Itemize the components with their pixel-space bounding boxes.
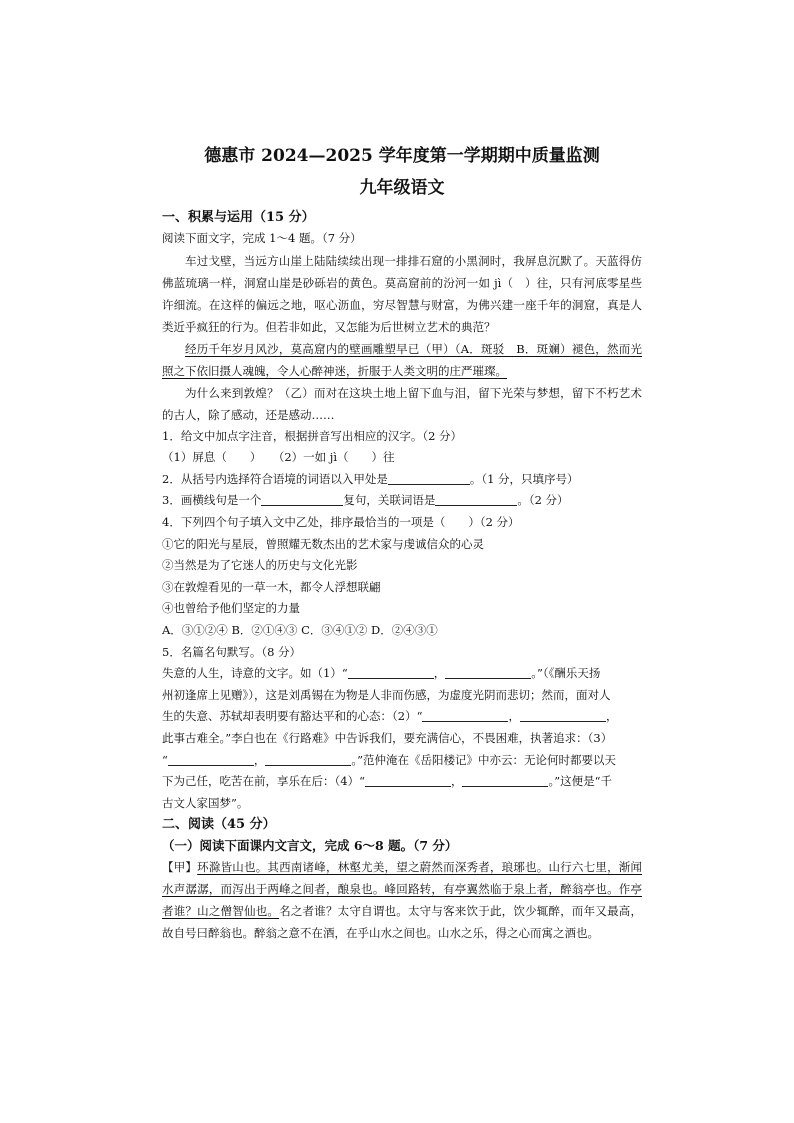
question-5-line-1: 失意的人生，诗意的文字。如（1）“ ， 。”（《酬乐天扬 bbox=[162, 666, 601, 681]
reading-intro: 阅读下面文字，完成 1～4 题。（7 分） bbox=[162, 231, 362, 245]
question-4: 4．下列四个句子填入文中乙处，排序最恰当的一项是（ ）（2 分） bbox=[162, 514, 520, 529]
question-2: 2．从括号内选择符合语境的词语以入甲处是 。（1 分，只填序号） bbox=[162, 471, 579, 486]
question-5-line-7: 古文人家国梦”。 bbox=[162, 795, 249, 810]
question-5: 5．名篇名句默写。（8 分） bbox=[162, 644, 302, 659]
answer-blank[interactable] bbox=[520, 709, 606, 722]
exam-title: 德惠市 2024—2025 学年度第一学期期中质量监测 bbox=[204, 146, 600, 166]
answer-blank[interactable] bbox=[265, 753, 351, 766]
passage-paragraph-1: 车过戈壁，当远方山崖上陆陆续续出现一排排石窟的小黑洞时，我屏息沉默了。天蓝得仿佛蓝琉璃一样，洞窟山崖是砂砾岩的黄色。莫高窟前的汾河一如 jì（ ）往，只有河底零星些许细流。在这样的偏远之地，呕心沥血，穷尽智慧与财富，为佛兴建一座千年的洞窟，真是人类近乎疯狂的行为。但若非如此，又怎能为后世树立艺术的典范？ bbox=[162, 253, 642, 334]
section-heading-1: 一、积累与运用（15 分） bbox=[162, 210, 315, 225]
option-2: ②当然是为了它迷人的历史与文化光影 bbox=[162, 558, 358, 573]
question-1-sub: （1）屏息（ ） （2）一如 jì（ ）往 bbox=[162, 450, 395, 465]
question-5-line-2: 州初逢席上见赠》），这是刘禹锡在为物是人非而伤感，为虚度光阴而悲切；然而，面对人 bbox=[162, 687, 611, 702]
answer-blank[interactable] bbox=[462, 774, 548, 787]
passage-paragraph-2 bbox=[162, 338, 642, 382]
underlined-passage: 环滁皆山也。其西南诸峰，林壑尤美，望之蔚然而深秀者，琅琊也。山行六七里，渐闻水声潺潺，而泻出于两峰之间者，酿泉也。峰回路转，有亭翼然临于泉上者，醉翁亭也。作亭者谁？山之僧智仙也。 bbox=[162, 860, 642, 919]
passage-paragraph-3: 为什么来到敦煌？（乙）而对在这块土地上留下血与泪，留下光荣与梦想，留下不朽艺术的古人，除了感动，还是感动…… bbox=[162, 385, 642, 422]
answer-blank[interactable] bbox=[445, 666, 531, 679]
answer-choices: A．③①②④ B．②①④③ C．③④①② D．②④③① bbox=[162, 622, 438, 637]
answer-blank[interactable] bbox=[261, 493, 343, 506]
option-4: ④也曾给予他们坚定的力量 bbox=[162, 601, 300, 616]
answer-blank[interactable] bbox=[422, 709, 508, 722]
underlined-sentence: 经历千年岁月风沙，莫高窟内的壁画雕塑早已（甲）（A．斑驳 B．斑斓）褪色，然而光照之下依旧摄人魂魄，令人心醉神迷，折服于人类文明的庄严璀璨。 bbox=[162, 341, 642, 378]
classical-text-jia: 【甲】环滁皆山也。其西南诸峰，林壑尤美，望之蔚然而深秀者，琅琊也。山行六七里，渐闻水声潺潺，而泻出于两峰之间者，酿泉也。峰回路转，有亭翼然临于泉上者，醉翁亭也。作亭者谁？山之僧智仙也。名之者谁？太守自谓也。太守与客来饮于此，饮少辄醉，而年又最高，故自号曰醉翁也。醉翁之意不在酒，在乎山水之间也。山水之乐，得之心而寓之酒也。 bbox=[162, 860, 642, 941]
question-5-line-4: 此事古难全。”李白也在《行路难》中告诉我们，要充满信心，不畏困难，执著追求：（3） bbox=[162, 730, 613, 745]
question-5-line-5: “ ， 。”范仲淹在《岳阳楼记》中亦云：无论何时都要以天 bbox=[162, 752, 617, 767]
answer-blank[interactable] bbox=[168, 753, 254, 766]
subsection-heading-1: （一）阅读下面课内文言文，完成 6～8 题。（7 分） bbox=[162, 838, 458, 854]
option-1: ①它的阳光与星辰，曾照耀无数杰出的艺术家与虔诚信众的心灵 bbox=[162, 536, 484, 551]
section-heading-2: 二、阅读（45 分） bbox=[162, 817, 276, 833]
question-5-line-6: 下为己任，吃苦在前，享乐在后：（4）“ ， 。”这便是“千 bbox=[162, 774, 612, 789]
question-5-line-3: 生的失意、苏轼却表明要有豁达平和的心态：（2）“ ， ， bbox=[162, 709, 618, 724]
question-3: 3．画横线句是一个 复句，关联词语是 。（2 分） bbox=[162, 493, 569, 508]
answer-blank[interactable] bbox=[435, 493, 517, 506]
answer-blank[interactable] bbox=[348, 666, 434, 679]
text-label: 【甲】 bbox=[162, 860, 198, 875]
question-1: 1．给文中加点字注音，根据拼音写出相应的汉字。（2 分） bbox=[162, 428, 463, 443]
answer-blank[interactable] bbox=[365, 774, 451, 787]
option-3: ③在敦煌看见的一草一木，都令人浮想联翩 bbox=[162, 579, 381, 594]
answer-blank[interactable] bbox=[388, 472, 470, 485]
exam-subtitle: 九年级语文 bbox=[359, 178, 445, 198]
exam-content bbox=[162, 143, 642, 944]
